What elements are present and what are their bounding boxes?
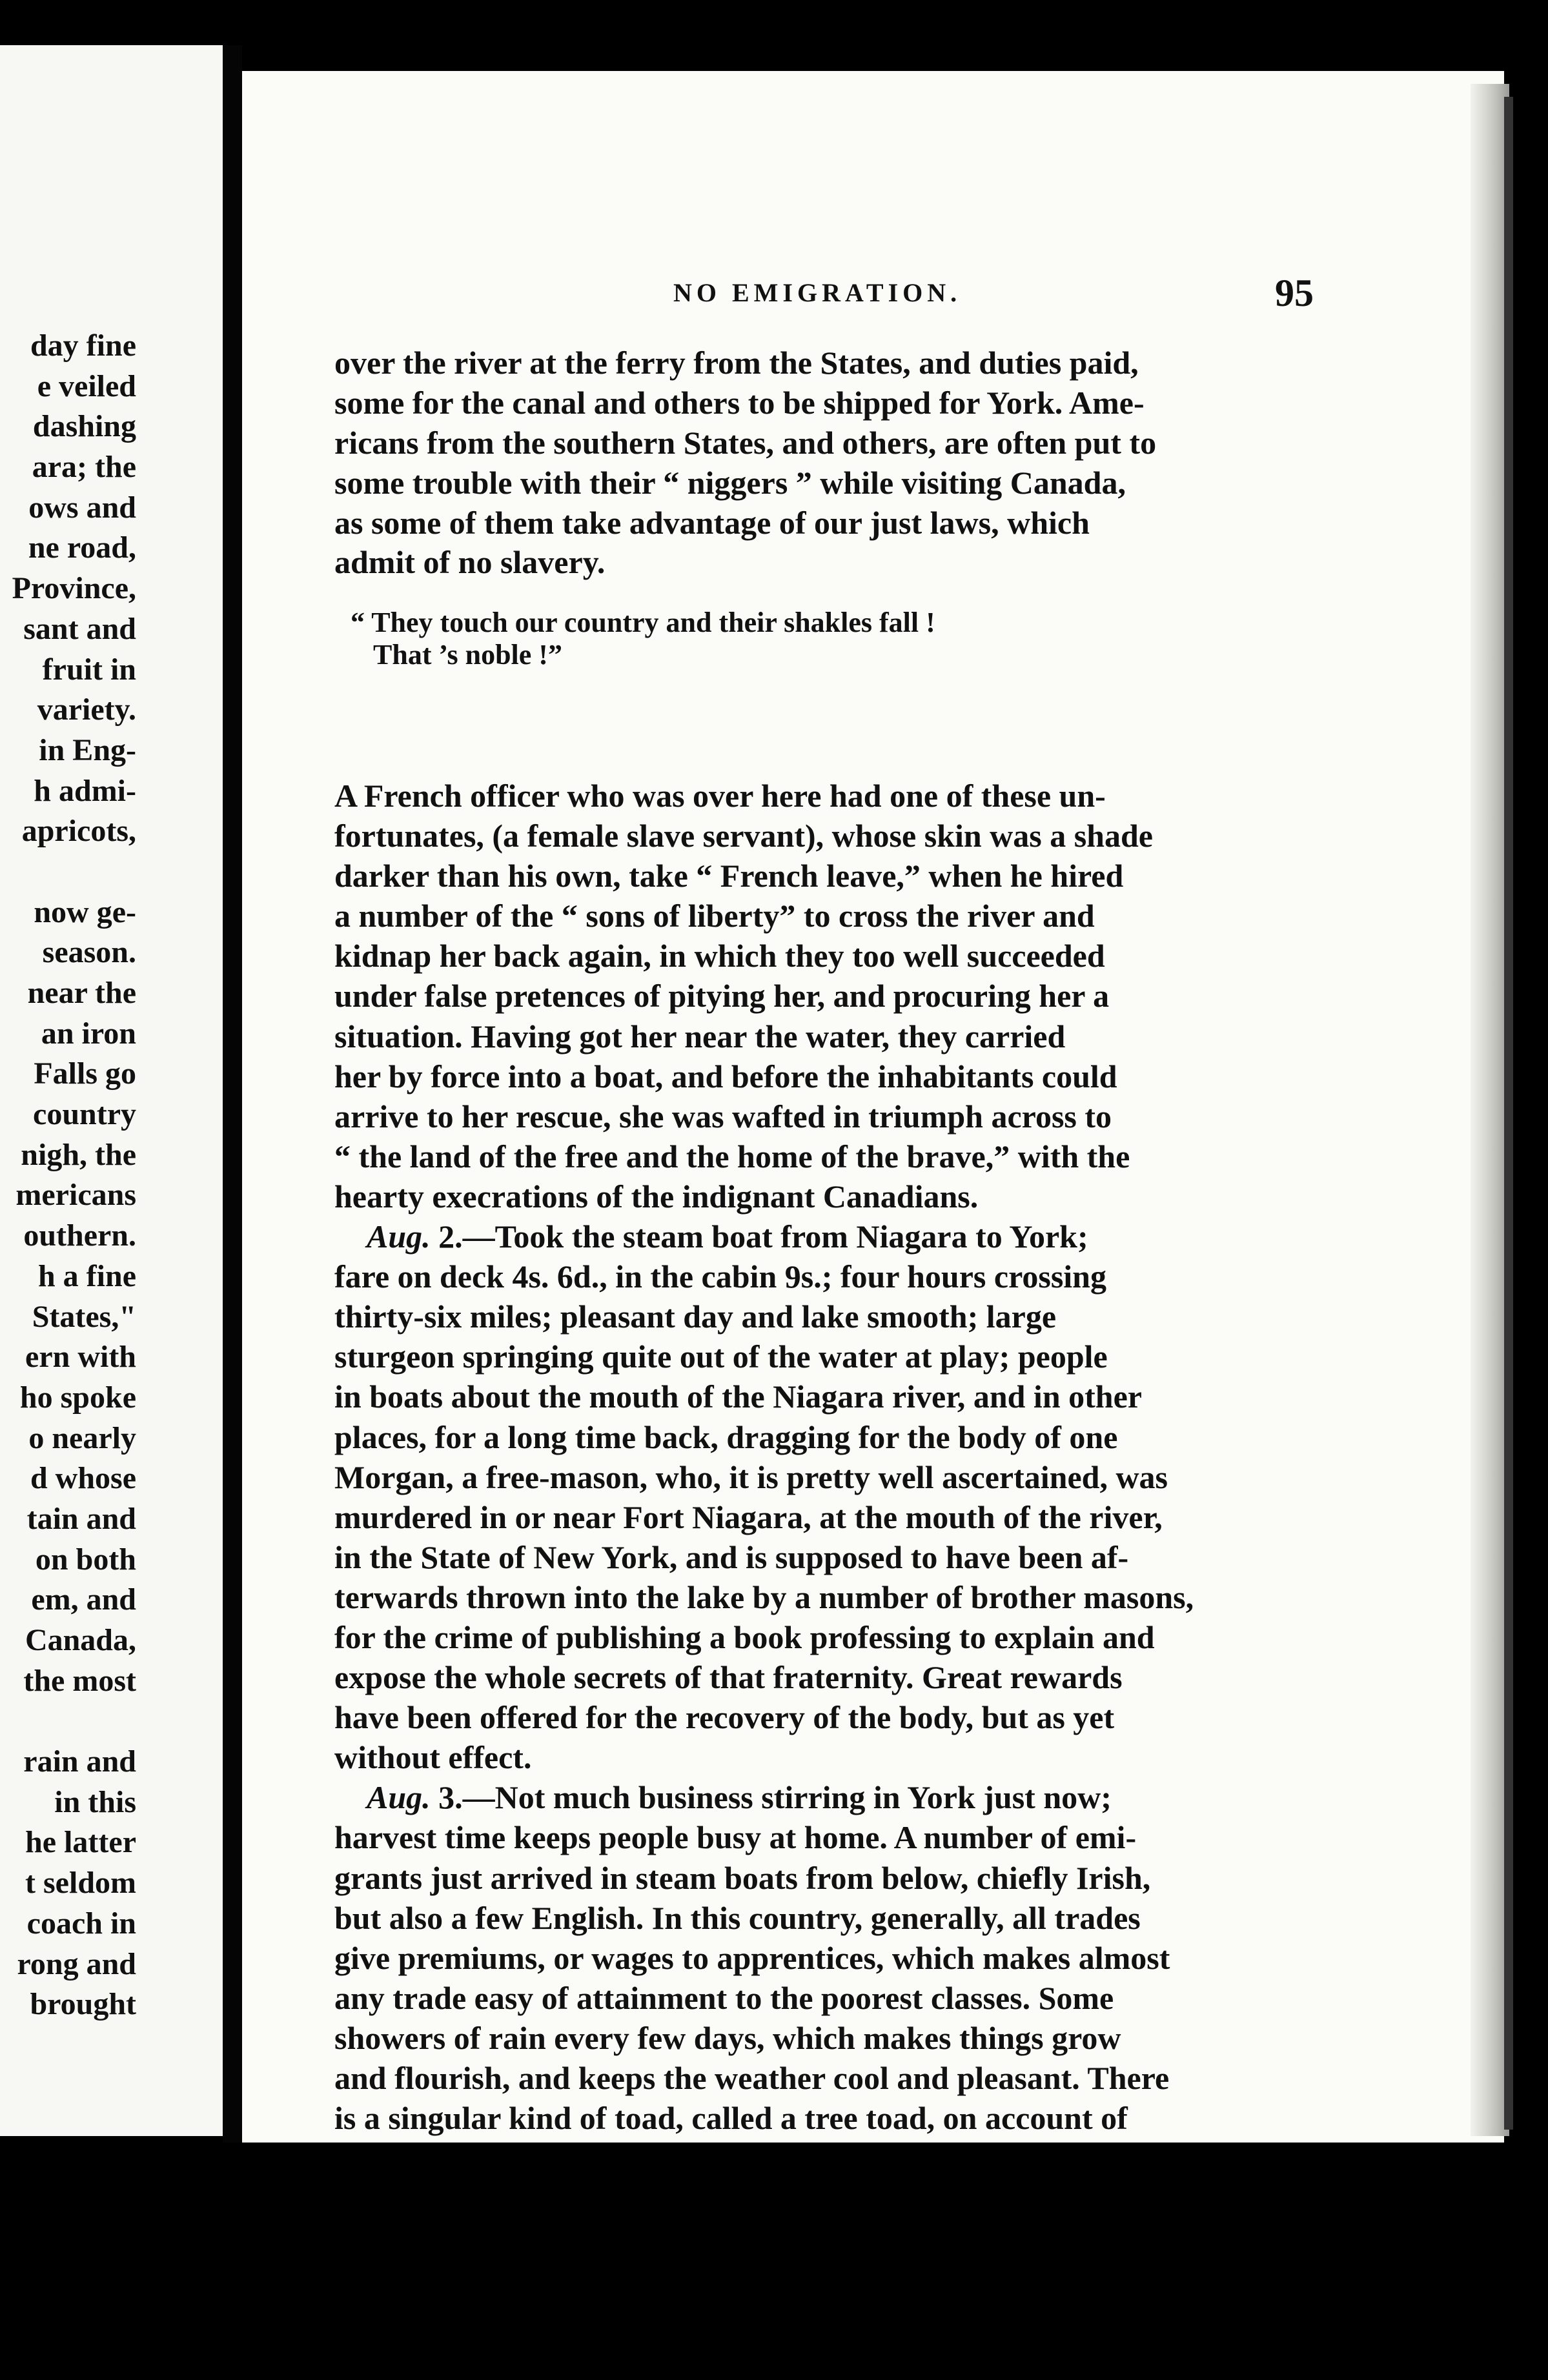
- text-line: darker than his own, take “ French leave,” when he hired: [334, 858, 1124, 894]
- text-line: murdered in or near Fort Niagara, at the mouth of the river,: [334, 1498, 1163, 1535]
- text-line: fortunates, (a female slave servant), whose skin was a shade: [334, 818, 1153, 854]
- left-page-line: country: [33, 1097, 136, 1132]
- left-page-line: day fine: [30, 328, 136, 363]
- left-page-line: t seldom: [25, 1866, 136, 1901]
- text-line: Morgan, a free-mason, who, it is pretty well ascertained, was: [334, 1458, 1168, 1495]
- left-page-line: the most: [23, 1663, 136, 1698]
- text-line: a number of the “ sons of liberty” to cross the river and: [334, 898, 1095, 934]
- left-page-line: on both: [35, 1542, 136, 1577]
- left-page-line: ern with: [25, 1340, 136, 1375]
- left-page-line: apricots,: [21, 814, 136, 849]
- text-line: fare on deck 4s. 6d., in the cabin 9s.; four hours crossing: [334, 1258, 1106, 1295]
- text-line: without effect.: [334, 1739, 532, 1776]
- left-page-line: rain and: [23, 1744, 136, 1779]
- left-page-line: Falls go: [34, 1056, 136, 1091]
- text-line: for the crime of publishing a book professing to explain and: [334, 1619, 1155, 1655]
- text-line: arrive to her rescue, she was wafted in triumph across to: [334, 1098, 1112, 1135]
- left-page-line: ara; the: [32, 450, 136, 485]
- text-line: but also a few English. In this country, generally, all trades: [334, 1899, 1141, 1936]
- text-line: have been offered for the recovery of the body, but as yet: [334, 1699, 1115, 1736]
- left-page-line: Canada,: [25, 1623, 136, 1657]
- date-label: Aug.: [367, 1779, 431, 1816]
- left-page-line: variety.: [37, 692, 136, 727]
- text-line: sturgeon springing quite out of the water at play; people: [334, 1338, 1108, 1375]
- left-page-line: em, and: [31, 1582, 136, 1617]
- left-page-line: o nearly: [28, 1420, 136, 1455]
- left-page-line: season.: [42, 935, 136, 970]
- text-line: A French officer who was over here had one of these un-: [334, 778, 1106, 814]
- left-page-line: d whose: [30, 1461, 136, 1496]
- left-page-line: ne road,: [28, 530, 136, 565]
- text-line: thirty-six miles; pleasant day and lake smooth; large: [334, 1298, 1057, 1335]
- left-page-line: [12, 1701, 136, 1742]
- left-page-line: an iron: [41, 1016, 136, 1051]
- text-line: any trade easy of attainment to the poorest classes. Some: [334, 1979, 1114, 2016]
- left-page-line: now ge-: [34, 894, 136, 929]
- left-page-text: [12, 326, 136, 2025]
- verse-quote: [351, 607, 935, 671]
- left-page-line: nigh, the: [21, 1137, 136, 1172]
- text-line: and flourish, and keeps the weather cool and pleasant. There: [334, 2060, 1170, 2096]
- running-head: NO EMIGRATION.: [673, 278, 962, 307]
- left-page-line: coach in: [26, 1906, 136, 1941]
- body-continued: [334, 776, 1504, 2138]
- left-page-line: e veiled: [37, 368, 136, 403]
- text-line: places, for a long time back, dragging for the body of one: [334, 1418, 1118, 1455]
- text-line: admit of no slavery.: [334, 544, 606, 581]
- text-line: some trouble with their “ niggers ” while visiting Canada,: [334, 464, 1126, 501]
- text-line: grants just arrived in steam boats from below, chiefly Irish,: [334, 1859, 1151, 1896]
- right-page: [242, 71, 1504, 2143]
- left-page-line: near the: [27, 976, 136, 1010]
- left-page-line: in this: [54, 1784, 136, 1819]
- text-line: hearty execrations of the indignant Canadians.: [334, 1178, 979, 1215]
- left-page-line: ho spoke: [19, 1380, 136, 1415]
- text-line: expose the whole secrets of that fraternity. Great rewards: [334, 1659, 1123, 1696]
- left-page-line: dashing: [32, 409, 136, 444]
- left-page-line: outhern.: [23, 1218, 136, 1253]
- left-page-line: mericans: [15, 1178, 136, 1213]
- text-line: harvest time keeps people busy at home. A number of emi-: [334, 1819, 1137, 1856]
- book-gutter: [223, 45, 242, 2143]
- left-page-line: h admi-: [34, 773, 136, 808]
- left-page-line: h a fine: [37, 1258, 136, 1293]
- text-line: “ the land of the free and the home of the brave,” with the: [334, 1138, 1130, 1175]
- text-line: some for the canal and others to be shipped for York. Ame-: [334, 384, 1145, 421]
- page-number: 95: [1275, 272, 1314, 314]
- text-line: over the river at the ferry from the States, and duties paid,: [334, 345, 1139, 381]
- page-header: [242, 271, 1504, 323]
- left-page-line: in Eng-: [39, 732, 136, 767]
- date-label: Aug.: [367, 1218, 431, 1255]
- text-line: [334, 1216, 1504, 1256]
- text-line: showers of rain every few days, which makes things grow: [334, 2019, 1121, 2056]
- left-page-line: fruit in: [42, 652, 136, 687]
- left-facing-page: [0, 45, 223, 2136]
- left-page-line: tain and: [26, 1501, 136, 1536]
- text-line: give premiums, or wages to apprentices, which makes almost: [334, 1939, 1170, 1976]
- left-page-line: he latter: [25, 1825, 136, 1860]
- text-line: in boats about the mouth of the Niagara river, and in other: [334, 1378, 1142, 1415]
- text-line: in the State of New York, and is supposed to have been af-: [334, 1538, 1129, 1575]
- text-line: as some of them take advantage of our just laws, which: [334, 504, 1090, 541]
- left-page-line: Province,: [12, 571, 136, 606]
- left-page-line: ows and: [28, 490, 136, 525]
- left-page-line: brought: [30, 1987, 136, 2022]
- page-edge: [1471, 84, 1509, 2136]
- text-line: ricans from the southern States, and others, are often put to: [334, 424, 1157, 461]
- quote-line: “ They touch our country and their shakles fall !: [351, 607, 935, 638]
- quote-line: That ’s noble !”: [373, 639, 562, 671]
- text-span: 3.—Not much business stirring in York just now;: [438, 1779, 1112, 1816]
- left-page-line: rong and: [17, 1946, 136, 1981]
- left-page-line: [12, 852, 136, 892]
- page-edge-shadow: [1504, 97, 1513, 2130]
- paragraph-1: [334, 343, 1504, 583]
- text-line: is a singular kind of toad, called a tree toad, on account of: [334, 2100, 1128, 2137]
- text-line: situation. Having got her near the water, they carried: [334, 1018, 1066, 1054]
- text-line: terwards thrown into the lake by a number of brother masons,: [334, 1578, 1194, 1615]
- text-line: under false pretences of pitying her, and procuring her a: [334, 978, 1110, 1014]
- text-span: 2.—Took the steam boat from Niagara to York;: [438, 1218, 1088, 1255]
- left-page-line: sant and: [23, 611, 136, 646]
- text-line: [334, 1777, 1504, 1817]
- text-line: kidnap her back again, in which they too well succeeded: [334, 938, 1105, 974]
- text-line: her by force into a boat, and before the inhabitants could: [334, 1058, 1117, 1094]
- left-page-line: States,": [32, 1299, 136, 1334]
